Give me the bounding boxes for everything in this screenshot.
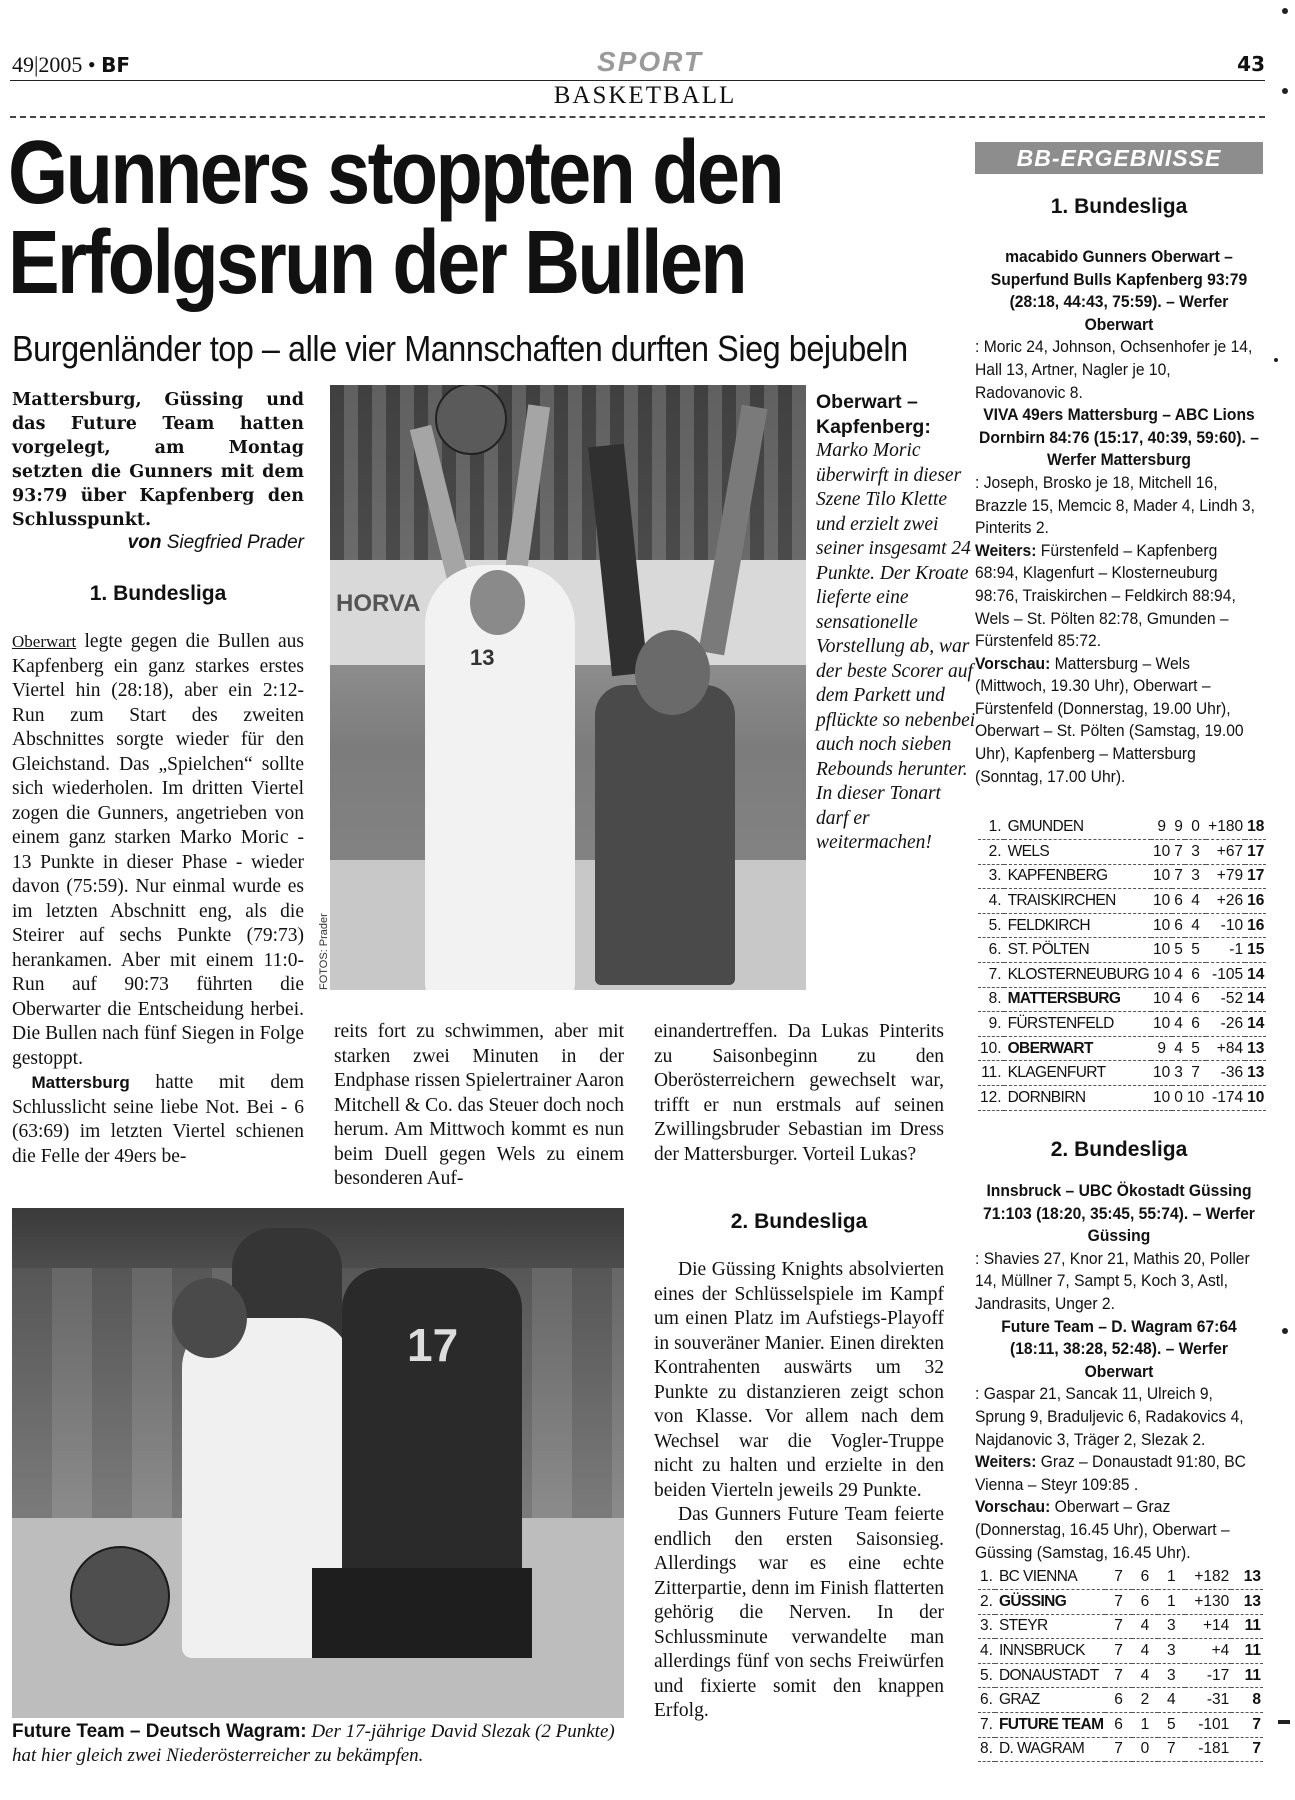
paragraph-1-lead: Oberwart	[12, 632, 77, 651]
standings-games: 10	[1151, 913, 1172, 938]
standings-wins: 0	[1132, 1737, 1158, 1762]
liga1-game-1	[975, 246, 1263, 404]
standings-team: INNSBRUCK	[995, 1639, 1105, 1664]
standings-points: 11	[1231, 1663, 1263, 1688]
standings-losses: 3	[1158, 1639, 1184, 1664]
standings-rank: 5.	[978, 1663, 995, 1688]
standings-team: DONAUSTADT	[995, 1663, 1105, 1688]
standings-rank: 11.	[978, 1061, 1004, 1086]
standings-losses: 3	[1185, 840, 1206, 865]
standings-losses: 4	[1158, 1688, 1184, 1713]
standings-row	[978, 815, 1266, 840]
standings-losses: 10	[1185, 1086, 1206, 1111]
standings-points: 13	[1231, 1590, 1263, 1615]
standings-losses: 6	[1185, 963, 1206, 988]
standings-diff: +67	[1206, 840, 1245, 865]
photo-caption-1	[816, 390, 976, 856]
results-liga2-heading: 2. Bundesliga	[1050, 1138, 1188, 1161]
standings-points: 13	[1231, 1565, 1263, 1590]
standings-team: D. WAGRAM	[995, 1737, 1105, 1762]
standings-team: FELDKIRCH	[1004, 913, 1151, 938]
standings-rank: 1.	[978, 815, 1004, 840]
standings-points: 17	[1245, 840, 1266, 865]
standings-row	[978, 840, 1266, 865]
photo-caption-2	[12, 1720, 624, 1768]
standings-losses: 7	[1158, 1737, 1184, 1762]
standings-wins: 6	[1172, 889, 1185, 914]
standings-wins: 6	[1132, 1565, 1158, 1590]
results-liga2	[975, 1180, 1263, 1564]
standings-losses: 5	[1158, 1713, 1184, 1738]
page-number: 43	[1237, 52, 1265, 76]
standings-points: 17	[1245, 864, 1266, 889]
standings-losses: 7	[1185, 1061, 1206, 1086]
liga2-game-1	[975, 1180, 1263, 1316]
standings-wins: 4	[1172, 1012, 1185, 1037]
standings-games: 10	[1151, 889, 1172, 914]
photo-future-team-wagram	[12, 1208, 624, 1718]
standings-rank: 3.	[978, 1614, 995, 1639]
headline-line-2: Erfolgsrun der Bullen	[8, 213, 746, 313]
paragraph-2-text-a: hatte mit dem Schlusslicht seine liebe Not. Bei - 6 (63:69) im letzten Viertel schienen die Felle der 49ers be-	[12, 1072, 304, 1167]
standings-losses: 5	[1185, 1036, 1206, 1061]
liga2-vorschau	[975, 1496, 1263, 1564]
player-white-head	[172, 1278, 247, 1358]
standings-rank: 4.	[978, 889, 1004, 914]
standings-games: 10	[1151, 1012, 1172, 1037]
liga2-game-2-title: Future Team – D. Wagram 67:64 (18:11, 38:28, 52:48). – Werfer Oberwart	[1001, 1316, 1237, 1381]
photo-oberwart-kapfenberg	[330, 385, 806, 990]
liga1-vorschau-text: Mattersburg – Wels (Mittwoch, 19.30 Uhr), Oberwart – Fürstenfeld (Donnerstag, 19.00 Uhr), Oberwart – St. Pölten (Samstag, 19.00 Uhr), Kapfenberg – Mattersburg (Sonntag, 17.00 Uhr).	[975, 653, 1244, 786]
standings-team: STEYR	[995, 1614, 1105, 1639]
defender-player	[595, 685, 735, 985]
liga2-vorschau-label: Vorschau:	[975, 1497, 1051, 1517]
standings-team: GÜSSING	[995, 1590, 1105, 1615]
caption-1-text: Marko Moric überwirft in dieser Szene Tilo Klette und erzielt zwei seiner insgesamt 24 Punkte. Der Kroate lieferte eine sensationelle Vorstellung ab, war der beste Scorer auf dem Parkett und pflückte so nebenbei auch noch sieben Rebounds herunter. In dieser Tonart darf er weitermachen!	[816, 440, 976, 853]
standings-diff: +182	[1185, 1565, 1232, 1590]
liga1-weiters-text: Fürstenfeld – Kapfenberg 68:94, Klagenfurt – Klosterneuburg 98:76, Traiskirchen – Feldkirch 88:94, Wels – St. Pölten 82:78, Gmunden – Fürstenfeld 85:72.	[975, 540, 1236, 651]
standings-losses: 5	[1185, 938, 1206, 963]
scan-mark	[1282, 88, 1288, 94]
standings-games: 7	[1105, 1639, 1131, 1664]
scan-mark	[1282, 8, 1288, 14]
standings-games: 6	[1105, 1688, 1131, 1713]
liga1-game-2	[975, 404, 1263, 540]
standings-points: 11	[1231, 1639, 1263, 1664]
liga2-vorschau-text: Oberwart – Graz (Donnerstag, 16.45 Uhr), Oberwart – Güssing (Samstag, 16.45 Uhr).	[975, 1497, 1230, 1562]
paragraph-2	[12, 1072, 304, 1167]
standings-points: 16	[1245, 889, 1266, 914]
standings-games: 10	[1151, 864, 1172, 889]
standings-diff: +84	[1206, 1036, 1245, 1061]
standings-points: 8	[1231, 1688, 1263, 1713]
standings-rank: 3.	[978, 864, 1004, 889]
liga1-vorschau-label: Vorschau:	[975, 653, 1051, 673]
standings-losses: 3	[1158, 1663, 1184, 1688]
liga1-vorschau	[975, 653, 1263, 789]
standings-row	[978, 1565, 1263, 1590]
standings-team: WELS	[1004, 840, 1151, 865]
standings-rank: 12.	[978, 1086, 1004, 1111]
standings-games: 7	[1105, 1663, 1131, 1688]
standings-games: 6	[1105, 1713, 1131, 1738]
standings-rank: 2.	[978, 840, 1004, 865]
standings-diff: -105	[1206, 963, 1245, 988]
standings-row	[978, 889, 1266, 914]
standings-diff: +26	[1206, 889, 1245, 914]
standings-losses: 0	[1185, 815, 1206, 840]
photo-credit: FOTOS: Prader	[318, 913, 330, 990]
standings-diff: -17	[1185, 1663, 1232, 1688]
standings-row	[978, 1036, 1266, 1061]
standings-wins: 4	[1172, 987, 1185, 1012]
paragraph-1	[12, 631, 304, 1069]
standings-games: 10	[1151, 840, 1172, 865]
article-column-3	[654, 1020, 944, 1167]
section-label: SPORT	[597, 46, 703, 77]
standings-row	[978, 987, 1266, 1012]
standings-wins: 4	[1172, 963, 1185, 988]
results-liga1-heading: 1. Bundesliga	[1050, 195, 1188, 218]
standings-diff: -52	[1206, 987, 1245, 1012]
standings-team: MATTERSBURG	[1004, 987, 1151, 1012]
standings-points: 14	[1245, 987, 1266, 1012]
basketball-icon	[435, 385, 507, 455]
standings-games: 7	[1105, 1614, 1131, 1639]
standings-losses: 3	[1158, 1614, 1184, 1639]
standings-row	[978, 1713, 1263, 1738]
standings-wins: 6	[1172, 913, 1185, 938]
standings-rank: 6.	[978, 1688, 995, 1713]
standings-losses: 4	[1185, 913, 1206, 938]
standings-wins: 4	[1132, 1639, 1158, 1664]
standings-wins: 2	[1132, 1688, 1158, 1713]
jersey-number: 17	[407, 1319, 459, 1371]
byline-author: Siegfried Prader	[166, 532, 304, 553]
standings-points: 14	[1245, 963, 1266, 988]
standings-wins: 4	[1172, 1036, 1185, 1061]
paragraph-2-lead: Mattersburg	[31, 1073, 130, 1092]
standings-rank: 1.	[978, 1565, 995, 1590]
header-rule	[10, 80, 1265, 81]
standings-wins: 0	[1172, 1086, 1185, 1111]
standings-rank: 7.	[978, 963, 1004, 988]
standings-rank: 4.	[978, 1639, 995, 1664]
standings-row	[978, 913, 1266, 938]
standings-diff: -31	[1185, 1688, 1232, 1713]
standings-points: 14	[1245, 1012, 1266, 1037]
standings-games: 7	[1105, 1737, 1131, 1762]
standings-team: DORNBIRN	[1004, 1086, 1151, 1111]
section-heading-2: 2. Bundesliga	[730, 1210, 868, 1233]
standings-diff: -1	[1206, 938, 1245, 963]
caption-1-title: Oberwart – Kapfenberg:	[816, 391, 931, 438]
standings-row	[978, 1590, 1263, 1615]
standings-rank: 6.	[978, 938, 1004, 963]
standings-row	[978, 938, 1266, 963]
standings-diff: -36	[1206, 1061, 1245, 1086]
banner-text: HORVA	[336, 590, 421, 617]
standings-diff: -26	[1206, 1012, 1245, 1037]
issue-number: 49|2005	[12, 52, 83, 77]
liga2-weiters-label: Weiters:	[975, 1452, 1037, 1472]
standings-wins: 9	[1172, 815, 1185, 840]
caption-2-text: Der 17-jährige David Slezak (2 Punkte) hat hier gleich zwei Niederösterreicher zu bekämpfen.	[12, 1721, 615, 1766]
article-column-3b	[654, 1258, 944, 1724]
standings-points: 15	[1245, 938, 1266, 963]
standings-games: 10	[1151, 963, 1172, 988]
standings-points: 7	[1231, 1737, 1263, 1762]
standings-row	[978, 1614, 1263, 1639]
liga1-weiters-label: Weiters:	[975, 540, 1037, 560]
standings-wins: 6	[1132, 1590, 1158, 1615]
paragraph-3: Die Güssing Knights absolvierten eines der Schlüsselspiele im Kampf um einen Platz im Aufstiegs-Playoff in souveräner Manier. Einen direkten Kontrahenten auswärts um 32 Punkte zu distanzieren zeigt schon von Klasse. Vor allem nach dem Wechsel war die Vogler-Truppe nicht zu halten und erzielte in den beiden Vierteln jeweils 29 Punkte.	[654, 1259, 944, 1501]
standings-wins: 4	[1132, 1614, 1158, 1639]
standings-team: KLAGENFURT	[1004, 1061, 1151, 1086]
standings-row	[978, 1688, 1263, 1713]
standings-points: 18	[1245, 815, 1266, 840]
scan-mark	[1274, 358, 1278, 362]
paragraph-2-text-c: einandertreffen. Da Lukas Pinterits zu Saisonbeginn zu den Oberösterreichern gewechselt war, trifft er nun erstmals auf seinen Zwillingsbruder Sebastian im Dress der Mattersburger. Vorteil Lukas?	[654, 1021, 944, 1165]
standings-row	[978, 1012, 1266, 1037]
standings-games: 10	[1151, 987, 1172, 1012]
standings-games: 9	[1151, 815, 1172, 840]
standings-games: 7	[1105, 1565, 1131, 1590]
standings-losses: 6	[1185, 1012, 1206, 1037]
paper-name: BF	[101, 53, 131, 77]
standings-row	[978, 963, 1266, 988]
standings-games: 10	[1151, 1061, 1172, 1086]
standings-wins: 3	[1172, 1061, 1185, 1086]
headline	[8, 123, 834, 313]
liga1-game-2-title: VIVA 49ers Mattersburg – ABC Lions Dornbirn 84:76 (15:17, 40:39, 59:60). – Werfer Mattersburg	[979, 405, 1259, 470]
standings-diff: +180	[1206, 815, 1245, 840]
section-heading-1: 1. Bundesliga	[89, 582, 227, 605]
standings-team: GRAZ	[995, 1688, 1105, 1713]
standings-points: 10	[1245, 1086, 1266, 1111]
player-dark-shorts	[312, 1568, 532, 1658]
standings-diff: +4	[1185, 1639, 1232, 1664]
article-column-2	[334, 1020, 624, 1192]
standings-team: OBERWART	[1004, 1036, 1151, 1061]
standings-wins: 1	[1132, 1713, 1158, 1738]
standings-losses: 4	[1185, 889, 1206, 914]
standings-wins: 7	[1172, 840, 1185, 865]
scan-mark	[1282, 1328, 1288, 1334]
standings-team: FUTURE TEAM	[995, 1713, 1105, 1738]
article-lead: Mattersburg, Güssing und das Future Team hatten vorgelegt, am Montag setzten die Gunners mit dem 93:79 über Kapfenberg den Schlusspunkt.	[12, 390, 304, 530]
standings-losses: 1	[1158, 1565, 1184, 1590]
standings-diff: +130	[1185, 1590, 1232, 1615]
standings-row	[978, 1663, 1263, 1688]
standings-row	[978, 1639, 1263, 1664]
topic-label: BASKETBALL	[553, 82, 737, 109]
header-dashed-rule	[10, 116, 1265, 118]
jersey-number: 13	[470, 645, 495, 670]
standings-losses: 1	[1158, 1590, 1184, 1615]
paragraph-4: Das Gunners Future Team feierte endlich den ersten Saisonsieg. Allerdings war es eine echte Zitterpartie, denn im Finish flatterten gehörig die Nerven. In der Schlussminute verwandelte man allerdings fünf von sechs Freiwürfen und fixierte somit den knappen Erfolg.	[654, 1504, 944, 1721]
standings-diff: -10	[1206, 913, 1245, 938]
liga1-game-2-scorers: : Joseph, Brosko je 18, Mitchell 16, Brazzle 15, Memcic 8, Mader 4, Lindh 3, Pinterits 2.	[975, 472, 1255, 538]
article-column-1	[12, 630, 304, 1169]
defender-head	[635, 630, 710, 715]
standings-games: 9	[1151, 1036, 1172, 1061]
liga2-weiters-text: Graz – Donaustadt 91:80, BC Vienna – Steyr 109:85 .	[975, 1452, 1246, 1494]
standings-diff: +14	[1185, 1614, 1232, 1639]
standings-games: 10	[1151, 1086, 1172, 1111]
liga2-game-1-scorers: : Shavies 27, Knor 21, Mathis 20, Poller 14, Müllner 7, Sampt 5, Koch 3, Astl, Jandrasits, Unger 2.	[975, 1248, 1250, 1313]
standings-rank: 9.	[978, 1012, 1004, 1037]
paragraph-2-text-b: reits fort zu schwimmen, aber mit starken zwei Minuten in der Endphase rissen Spielertrainer Aaron Mitchell & Co. das Steuer doch noch herum. Am Mittwoch kommt es nun beim Duell gegen Wels zu einem besonderen Auf-	[334, 1021, 624, 1189]
standings-table-liga1	[978, 815, 1266, 1111]
liga2-game-2	[975, 1316, 1263, 1452]
standings-wins: 5	[1172, 938, 1185, 963]
standings-team: BC VIENNA	[995, 1565, 1105, 1590]
standings-points: 11	[1231, 1614, 1263, 1639]
standings-diff: +79	[1206, 864, 1245, 889]
standings-rank: 2.	[978, 1590, 995, 1615]
liga2-game-1-title: Innsbruck – UBC Ökostadt Güssing 71:103 (18:20, 35:45, 55:74). – Werfer Güssing	[983, 1181, 1255, 1246]
liga2-weiters	[975, 1451, 1263, 1496]
standings-diff: -174	[1206, 1086, 1245, 1111]
liga1-weiters	[975, 540, 1263, 653]
standings-diff: -101	[1185, 1713, 1232, 1738]
standings-diff: -181	[1185, 1737, 1232, 1762]
standings-row	[978, 1086, 1266, 1111]
standings-row	[978, 1737, 1263, 1762]
standings-team: ST. PÖLTEN	[1004, 938, 1151, 963]
header-separator: •	[87, 52, 96, 77]
standings-team: FÜRSTENFELD	[1004, 1012, 1151, 1037]
standings-points: 16	[1245, 913, 1266, 938]
standings-rank: 8.	[978, 1737, 995, 1762]
paragraph-1-text: legte gegen die Bullen aus Kapfenberg ein ganz starkes erstes Viertel hin (28:18), aber ein 2:12-Run zum Start des zweiten Abschnittes sorgte wieder für den Gleichstand. Das „Spielchen“ sollte sich wiederholen. Im dritten Viertel zogen die Gunners, angetrieben von einem ganz starken Marko Moric - 13 Punkte in dieser Phase - wieder davon (75:59). Nur einmal wurde es im letzten Abschnitt eng, als die Steirer auf sechs Punkte (79:73) herankamen. Aber mit einem 11:0-Run auf 90:73 führten die Oberwarter die Entscheidung herbei. Die Bullen nach fünf Siegen in Folge gestoppt.	[12, 631, 304, 1069]
shooter-head	[470, 570, 525, 635]
standings-points: 13	[1245, 1036, 1266, 1061]
standings-rank: 8.	[978, 987, 1004, 1012]
liga1-game-1-scorers: : Moric 24, Johnson, Ochsenhofer je 14, Hall 13, Artner, Nagler je 10, Radovanovic 8.	[975, 337, 1253, 402]
standings-table-liga2	[978, 1565, 1263, 1762]
standings-rank: 10.	[978, 1036, 1004, 1061]
standings-row	[978, 864, 1266, 889]
standings-points: 7	[1231, 1713, 1263, 1738]
standings-team: GMUNDEN	[1004, 815, 1151, 840]
standings-team: TRAISKIRCHEN	[1004, 889, 1151, 914]
standings-row	[978, 1061, 1266, 1086]
standings-team: KAPFENBERG	[1004, 864, 1151, 889]
liga2-game-2-scorers: : Gaspar 21, Sancak 11, Ulreich 9, Sprung 9, Braduljevic 6, Radakovics 4, Najdanovic 3, Träger 2, Slezak 2.	[975, 1384, 1244, 1449]
liga1-game-1-title: macabido Gunners Oberwart – Superfund Bulls Kapfenberg 93:79 (28:18, 44:43, 75:59). – Werfer Oberwart	[990, 247, 1248, 334]
results-box-title: BB-ERGEBNISSE	[975, 142, 1263, 174]
results-liga1	[975, 246, 1263, 788]
scan-mark	[1278, 1720, 1290, 1724]
standings-rank: 5.	[978, 913, 1004, 938]
byline	[12, 532, 304, 554]
subheadline: Burgenländer top – alle vier Mannschaften durften Sieg bejubeln	[12, 328, 908, 369]
basketball-icon	[70, 1546, 170, 1646]
headline-line-1: Gunners stoppten den	[8, 123, 783, 223]
standings-wins: 7	[1172, 864, 1185, 889]
standings-wins: 4	[1132, 1663, 1158, 1688]
standings-team: KLOSTERNEUBURG	[1004, 963, 1151, 988]
standings-games: 7	[1105, 1590, 1131, 1615]
standings-losses: 6	[1185, 987, 1206, 1012]
standings-rank: 7.	[978, 1713, 995, 1738]
byline-prefix: von	[127, 532, 162, 553]
standings-losses: 3	[1185, 864, 1206, 889]
standings-games: 10	[1151, 938, 1172, 963]
standings-points: 13	[1245, 1061, 1266, 1086]
issue-line	[12, 52, 130, 78]
caption-2-title: Future Team – Deutsch Wagram:	[12, 1721, 307, 1742]
